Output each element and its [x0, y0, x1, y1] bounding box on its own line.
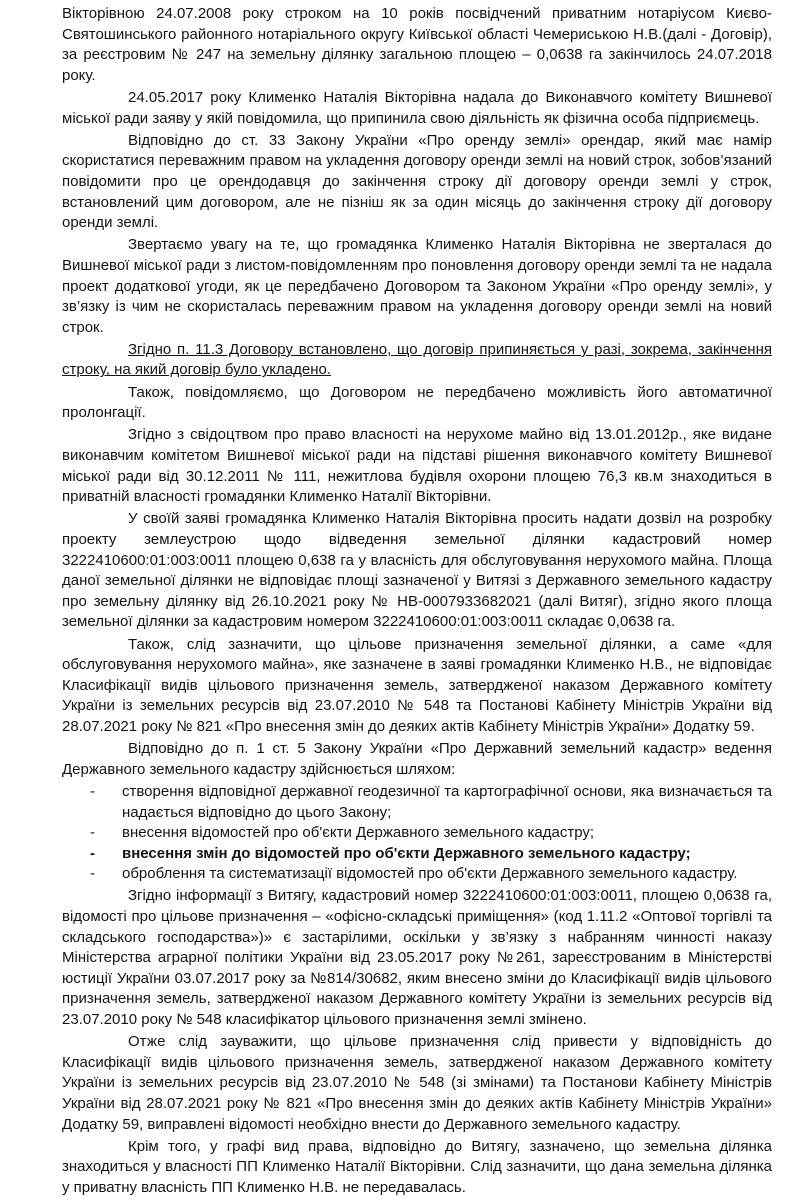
paragraph-extract-info: Згідно інформації з Витягу, кадастровий номер 3222410600:01:003:0011, площею 0,0638 га, відомості про цільове призначення – «офісно-складські приміщення» (код 1.11.2 «Оптової торгівлі та складського господарства»)» є застарілими, оскільки у зв’язку з набранням чинності наказу Міністерства аграрної політики України від 23.05.2017 року №261, зареєстрованим в Міністерстві юстиції України 03.07.2017 року за №814/30682, яким внесено зміни до Класифікації видів цільового призначення земель, затвердженої наказом Державного комітету України із земельних ресурсів від 23.07.2010 року № 548 класифікатор цільового призначення землі змінено. [62, 887, 772, 1029]
list-item: - оброблення та систематизації відомостей про об'єкти Державного земельного кадастру. [62, 864, 772, 885]
paragraph-application-area: У своїй заяві громадянка Клименко Наталія Вікторівна просить надати дозвіл на розробку проекту землеустрою щодо відведення земельної ділянки кадастровий номер 3222410600:01:003:0011 площею 0,638 га у власність для обслуговування нерухомого майна. Площа даної земельної ділянки не відповідає площі зазначеної у Витязі з Державного земельного кадастру про земельну ділянку від 26.10.2021 року № НВ-0007933682021 (далі Витяг), згідно якого площа земельної ділянки за кадастровим номером 3222410600:01:003:0011 складає 0,0638 га. [62, 510, 772, 631]
paragraph-ownership-certificate: Згідно з свідоцтвом про право власності на нерухоме майно від 13.01.2012р., яке видане виконавчим комітетом Вишневої міської ради на підставі рішення виконавчого комітету Вишневої міської ради від 30.12.2011 № 111, нежитлова будівля охорони площею 76,3 кв.м знаходиться в приватній власності громадянки Клименко Наталії Вікторівни. [62, 426, 772, 506]
cadastre-methods-list [62, 782, 772, 885]
paragraph-purpose-correction: Отже слід зауважити, що цільове призначення слід привести у відповідність до Класифікації видів цільового призначення земель, затвердженої наказом Державного комітету України із земельних ресурсів від 23.07.2010 № 548 (зі змінами) та Постанови Кабінету Міністрів України від 28.07.2021 року № 821 «Про внесення змін до деяких актів Кабінету Міністрів України» Додатку 59, виправлені відомості необхідно внести до Державного земельного кадастру. [62, 1033, 772, 1133]
list-item: - внесення змін до відомостей про об'єкти Державного земельного кадастру; [62, 844, 772, 865]
paragraph-clause-11-3: Згідно п. 11.3 Договору встановлено, що договір припиняється у разі, зокрема, закінчення строку, на який договір було укладено. [62, 340, 772, 379]
paragraph-purpose-mismatch: Також, слід зазначити, що цільове призначення земельної ділянки, а саме «для обслуговування нерухомого майна», яке зазначене в заяві громадянки Клименко Н.В., не відповідає Класифікації видів цільового призначення земель, затвердженої наказом Державного комітету України із земельних ресурсів від 23.07.2010 № 548 та Постанові Кабінету Міністрів України від 28.07.2021 року № 821 «Про внесення змін до деяких актів Кабінету Міністрів України» Додатку 59. [62, 635, 772, 735]
list-item: - створення відповідної державної геодезичної та картографічної основи, яка визначається та надається відповідно до цього Закону; [62, 782, 772, 823]
paragraph-right-type: Крім того, у графі вид права, відповідно до Витягу, зазначено, що земельна ділянка знаходиться у власності ПП Клименко Наталії Вікторівни. Слід зазначити, що дана земельна ділянка у приватну власність ПП Клименко Н.В. не передавалась. [62, 1137, 772, 1196]
paragraph-cadastre-law: Відповідно до п. 1 ст. 5 Закону України «Про Державний земельний кадастр» ведення Державного земельного кадастру здійснюється шляхом: [62, 740, 772, 778]
list-item: - внесення відомостей про об'єкти Державного земельного кадастру; [62, 823, 772, 844]
paragraph-lease-term: Вікторівною 24.07.2008 року строком на 10 років посвідчений приватним нотаріусом Києво-Святошинського районного нотаріального округу Київської області Чемериською Н.В.(далі - Договір), за реєстровим № 247 на земельну ділянку загальною площею – 0,0638 га закінчилось 24.07.2018 року. [62, 5, 772, 84]
paragraph-no-renewal-request: Звертаємо увагу на те, що громадянка Клименко Наталія Вікторівна не зверталася до Вишневої міської ради з листом-повідомленням про поновлення договору оренди землі та не надала проект додаткової угоди, як це передбачено Договором та Законом України «Про оренду землі», у зв’язку із чим не скористалась переважним правом на укладення договору оренди землі на новий строк. [62, 236, 772, 336]
paragraph-article-33: Відповідно до ст. 33 Закону України «Про оренду землі» орендар, який має намір скористатися переважним правом на укладення договору оренди землі на новий строк, зобов’язаний повідомити про це орендодавця до закінчення строку дії договору оренди землі у строк, встановлений цим договором, але не пізніш як за один місяць до закінчення строку дії договору оренди землі. [62, 131, 772, 232]
paragraph-fop-termination: 24.05.2017 року Клименко Наталія Вікторівна надала до Виконавчого комітету Вишневої міської ради заяву у якій повідомила, що припинила свою діяльність як фізична особа підприємець. [62, 88, 772, 127]
paragraph-no-prolongation: Також, повідомляємо, що Договором не передбачено можливість його автоматичної пролонгації. [62, 383, 772, 422]
